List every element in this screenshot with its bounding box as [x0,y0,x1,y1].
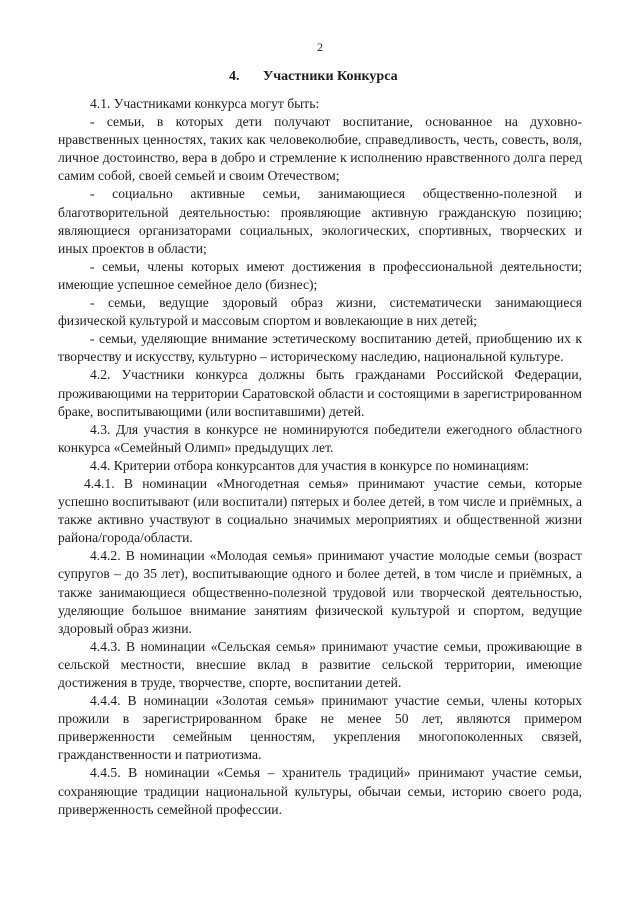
list-item-socially-active: - социально активные семьи, занимающиеся общественно-полезной и благотворительной деятельностью: проявляющие активную гражданскую позицию; являющиеся организаторами социальных, экологических, спортивных, творческих и иных проектов в области; [58,186,582,256]
section-heading [229,68,398,86]
list-item-aesthetic-education: - семьи, уделяющие внимание эстетическому воспитанию детей, приобщению их к творчеству и искусству, культурно – историческому наследию, национальной культуре. [58,331,582,365]
paragraph-4-4-1: 4.4.1. В номинации «Многодетная семья» принимают участие семьи, которые успешно воспитывают (или воспитали) пятерых и более детей, в том числе и приёмных, а также активно участвуют в социально значимых мероприятиях и общественной жизни района/города/области. [58,475,582,546]
section-title: Участники Конкурса [263,69,398,84]
paragraph-4-3: 4.3. Для участия в конкурсе не номинируются победители ежегодного областного конкурса «Семейный Олимп» предыдущих лет. [58,421,582,455]
section-number: 4. [229,69,240,84]
paragraph-4-4-4: 4.4.4. В номинации «Золотая семья» принимают участие семьи, члены которых прожили в зарегистрированном браке не менее 50 лет, являются примером приверженности семейным ценностям, укрепления многопоколенных связей, гражданственности и патриотизма. [58,693,582,763]
list-item-professional-achievements: - семьи, члены которых имеют достижения в профессиональной деятельности; имеющие успешное семейное дело (бизнес); [58,258,582,292]
paragraph-4-1: 4.1. Участниками конкурса могут быть: [90,96,320,111]
paragraph-4-4-5: 4.4.5. В номинации «Семья – хранитель традиций» принимают участие семьи, сохраняющие традиции национальной культуры, обычаи семьи, историю своего рода, приверженность семейной профессии. [58,765,582,817]
paragraph-4-4: 4.4. Критерии отбора конкурсантов для участия в конкурсе по номинациям: [90,457,530,473]
paragraph-4-2: 4.2. Участники конкурса должны быть гражданами Российской Федерации, проживающими на территории Саратовской области и состоящими в зарегистрированном браке, воспитывающими (или воспитавшими) детей. [58,367,582,419]
page-number: 2 [317,40,323,54]
list-item-healthy-lifestyle: - семьи, ведущие здоровый образ жизни, систематически занимающиеся физической культурой и массовым спортом и вовлекающие в них детей; [58,295,582,329]
section-body [58,95,582,819]
list-item-spiritual-values: - семьи, в которых дети получают воспитание, основанное на духовно-нравственных ценностях, таких как человеколюбие, справедливость, честь, совесть, воля, личное достоинство, вера в добро и стремление к исполнению нравственного долга перед самим собой, своей семьей и своим Отечеством; [58,114,582,184]
paragraph-4-4-2: 4.4.2. В номинации «Молодая семья» принимают участие молодые семьи (возраст супругов – до 35 лет), воспитывающие одного и более детей, в том числе и приёмных, а также занимающиеся общественно-полезной трудовой или творческой деятельностью, уделяющие большое внимание занятиям физической культурой и спортом, ведущие здоровый образ жизни. [58,548,582,636]
paragraph-4-4-3: 4.4.3. В номинации «Сельская семья» принимают участие семьи, проживающие в сельской местности, внесшие вклад в развитие сельской территории, имеющие достижения в труде, творчестве, спорте, воспитании детей. [58,638,582,690]
